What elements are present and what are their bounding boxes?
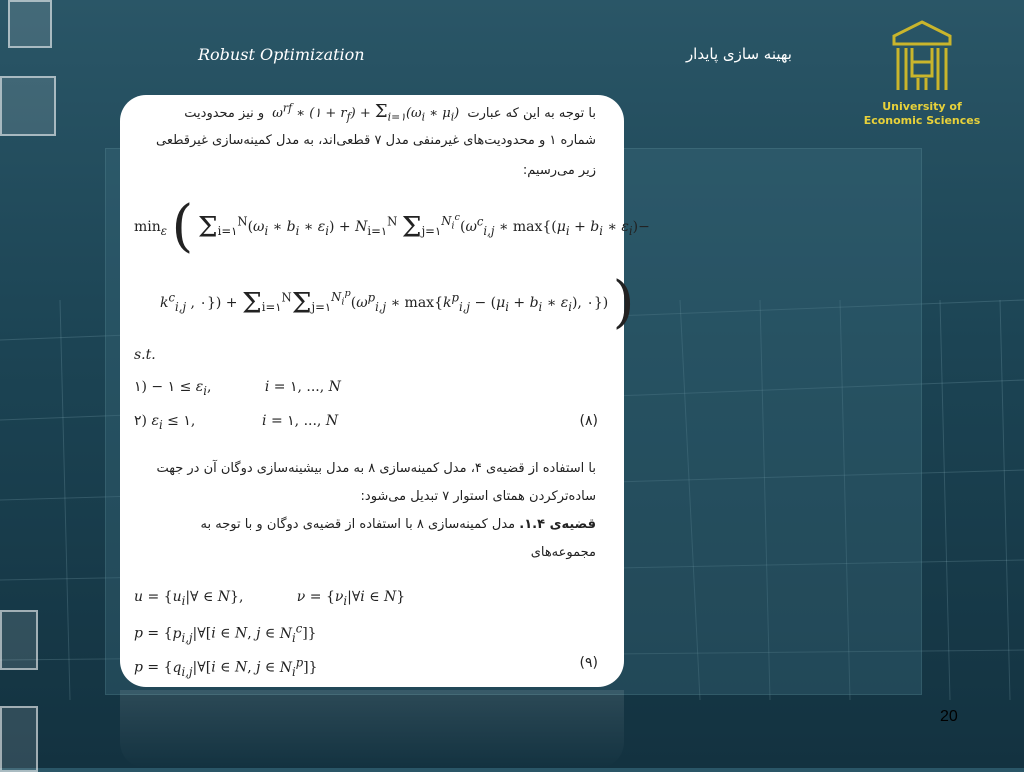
theorem-label: قضیه‌ی ۱.۴. bbox=[519, 517, 596, 532]
slide-title-persian: بهینه سازی پایدار bbox=[685, 45, 792, 63]
constraint-1: ۱) − ۱ ≤ $\varepsilon_i$, i = ۱, ..., N bbox=[134, 379, 341, 398]
page-number: 20 bbox=[940, 708, 958, 725]
text-line: زیر می‌رسیم: bbox=[522, 163, 596, 178]
university-logo-icon bbox=[888, 18, 956, 94]
decorative-square bbox=[8, 0, 52, 48]
theorem-text: مدل کمینه‌سازی ۸ با استفاده از قضیه‌ی دوگان و با توجه به bbox=[200, 517, 516, 532]
university-name-line2: Economic Sciences bbox=[863, 114, 981, 127]
objective-function-line1: $\min_\varepsilon$ ( $\Sigma_{i=۱}^N(\omega_i$ ∗ $b_i$ ∗ $\varepsilon_i) + N_{i=۱}^N$ $\Sigma_{j=۱}^{N_i^c}(\omega^c_{i,j}$ ∗ $\max\{(\mu_i + b_i$ ∗ $\varepsilon_i)-$ bbox=[134, 194, 650, 259]
decorative-square bbox=[0, 76, 56, 136]
set-definition-2: $p = \{p_{i,j}|\forall[i$ ∈ N, j ∈ $N_i^c$]} bbox=[134, 621, 317, 645]
equation-number: (۸) bbox=[579, 413, 598, 429]
decorative-square bbox=[0, 706, 38, 772]
set-definition-1: $u = \{u_i|\forall$ ∈ N}, $\nu = \{\nu_i|\forall i$ ∈ N} bbox=[134, 589, 406, 608]
card-reflection bbox=[120, 690, 624, 768]
inline-math: $\omega^{rf}$ ∗ (۱ + $r_f) + \Sigma_{i=۱}(\omega_i$ ∗ $\mu_i$) bbox=[272, 101, 460, 124]
slide-title-english: Robust Optimization bbox=[198, 45, 365, 64]
university-name-line1: University of bbox=[882, 100, 962, 113]
theorem-line bbox=[201, 517, 597, 532]
text-line: مجموعه‌های bbox=[530, 545, 596, 560]
objective-function-line2: $k^c_{i,j}$ , ۰}) + $\Sigma_{i=۱}^N\Sigma_{j=۱}^{N_i^p}(\omega^p_{i,j}$ ∗ $\max\{k^p_{i,j} - (\mu_i + b_i$ ∗ $\varepsilon_i$), ۰}) ) bbox=[160, 270, 635, 335]
text-line bbox=[184, 101, 596, 124]
subject-to-label: s.t. bbox=[134, 347, 156, 363]
content-card bbox=[120, 95, 650, 687]
equation-number: (۹) bbox=[579, 655, 598, 671]
set-definition-3: $p = \{q_{i,j}|\forall[i$ ∈ N, j ∈ $N_i^p$]} bbox=[134, 655, 318, 679]
text-segment: با توجه به این که عبارت bbox=[467, 106, 596, 121]
text-line: با استفاده از قضیه‌ی ۴، مدل کمینه‌سازی ۸ به مدل بیشینه‌سازی دوگان آن در جهت bbox=[156, 461, 596, 476]
constraint-2: ۲) $\varepsilon_i$ ≤ ۱, i = ۱, ..., N bbox=[134, 413, 339, 432]
text-line: ساده‌ترکردن همتای استوار ۷ تبدیل می‌شود: bbox=[360, 489, 596, 504]
text-segment: و نیز محدودیت bbox=[184, 106, 265, 121]
university-name bbox=[850, 100, 994, 128]
text-line: شماره ۱ و محدودیت‌های غیرمنفی مدل ۷ قطعی‌اند، به مدل کمینه‌سازی غیرقطعی bbox=[156, 133, 596, 148]
decorative-square bbox=[0, 610, 38, 670]
